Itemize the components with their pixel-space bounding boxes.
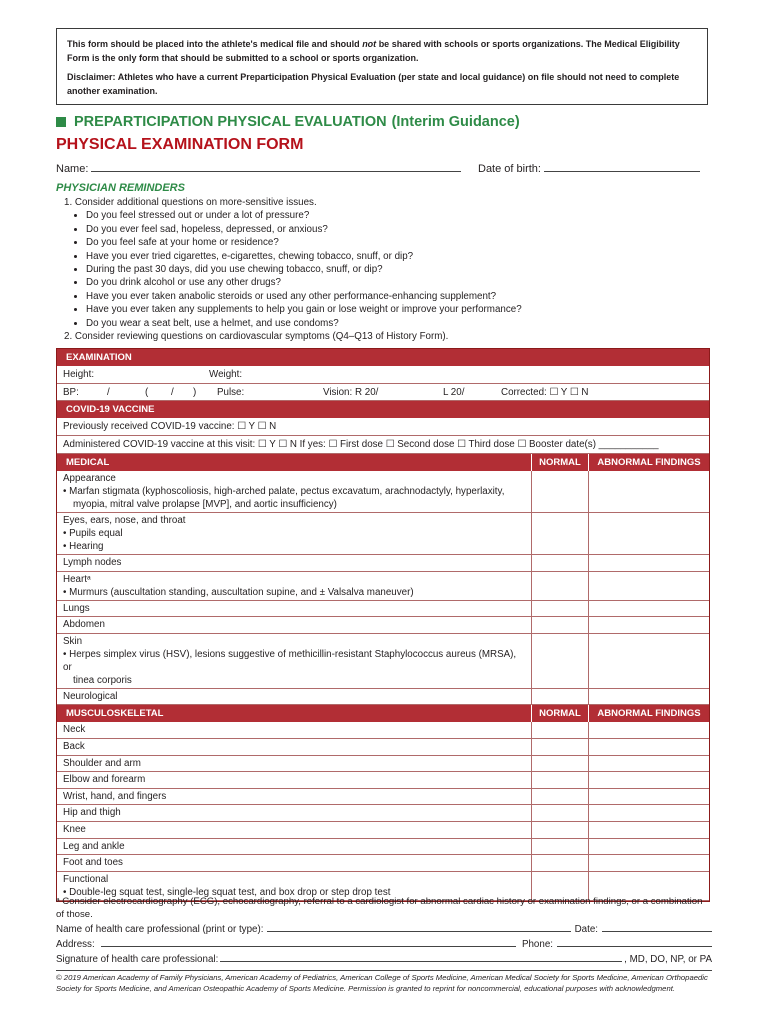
normal-cell[interactable]	[531, 805, 588, 821]
row-title: Functional	[63, 873, 109, 885]
row-label	[57, 689, 531, 705]
corrected-checkboxes[interactable]: Corrected: ☐ Y ☐ N	[501, 387, 589, 398]
dob-group	[478, 163, 700, 175]
form-title: PHYSICAL EXAMINATION FORM	[56, 136, 304, 153]
row-detail: • Murmurs (auscultation standing, auscultation supine, and ± Valsalva maneuver)	[63, 586, 414, 598]
abnormal-findings-cell[interactable]	[588, 839, 709, 855]
reminder-item-1: 1. Consider additional questions on more-sensitive issues.	[64, 197, 317, 208]
height-weight-row[interactable]	[57, 366, 709, 384]
covid-header: COVID-19 VACCINE	[57, 401, 709, 418]
normal-cell[interactable]	[531, 789, 588, 805]
row-detail: tinea corporis	[73, 674, 132, 686]
reminder-bullet: • During the past 30 days, did you use chewing tobacco, snuff, or dip?	[86, 263, 522, 276]
row-title: Neck	[63, 724, 86, 736]
bp-label: BP:	[63, 387, 79, 398]
row-label	[57, 634, 531, 688]
reminder-bullet: • Do you wear a seat belt, use a helmet, and use condoms?	[86, 317, 522, 330]
row-title: Lungs	[63, 602, 90, 614]
reminder-item-2: 2. Consider reviewing questions on cardiovascular symptoms (Q4–Q13 of History Form).	[64, 331, 449, 343]
reminder-bullet: • Do you feel safe at your home or residence?	[86, 236, 522, 249]
notice-box	[56, 28, 708, 105]
musculoskeletal-row	[57, 789, 709, 806]
medical-rows	[57, 471, 709, 705]
medical-row	[57, 634, 709, 689]
height-label: Height:	[63, 369, 95, 380]
vision-left-label: L 20/	[443, 387, 465, 398]
row-title: Wrist, hand, and fingers	[63, 790, 167, 802]
row-title: Lymph nodes	[63, 557, 122, 568]
row-label	[57, 601, 531, 617]
row-label	[57, 513, 531, 554]
musculoskeletal-row	[57, 839, 709, 856]
row-label	[57, 617, 531, 633]
row-title: Eyes, ears, nose, and throat	[63, 515, 186, 526]
abnormal-findings-cell[interactable]	[588, 855, 709, 871]
row-title: Back	[63, 740, 85, 752]
professional-name-field[interactable]	[267, 931, 570, 932]
normal-cell[interactable]	[531, 601, 588, 617]
dob-field[interactable]	[544, 171, 700, 172]
musculoskeletal-row	[57, 822, 709, 839]
reminders-list	[64, 196, 522, 343]
professional-name-row: Name of health care professional (print or type): Date:	[56, 922, 712, 937]
bp-paren-open: (	[145, 387, 149, 398]
normal-cell[interactable]	[531, 722, 588, 738]
normal-cell[interactable]	[531, 634, 588, 688]
abnormal-findings-cell[interactable]	[588, 772, 709, 788]
signature-field[interactable]	[220, 961, 622, 962]
row-title: Skin	[63, 635, 83, 647]
examination-header: EXAMINATION	[57, 349, 709, 366]
vision-right-label: Vision: R 20/	[323, 387, 379, 398]
row-label	[57, 855, 531, 871]
address-row: Address: Phone:	[56, 937, 712, 952]
row-label	[57, 805, 531, 821]
bp-slash-2: /	[171, 387, 174, 398]
notice-disclaimer: Disclaimer: Athletes who have a current Preparticipation Physical Evaluation (per state and local guidance) on file should not need to complete another examination.	[67, 72, 680, 96]
reminders-heading: PHYSICIAN REMINDERS	[56, 182, 185, 194]
row-title: Heartᵃ	[63, 573, 91, 585]
abnormal-findings-cell[interactable]	[588, 572, 709, 600]
bp-paren-close: )	[193, 387, 197, 398]
normal-cell[interactable]	[531, 772, 588, 788]
row-title: Knee	[63, 823, 86, 835]
address-field[interactable]	[101, 946, 516, 947]
abnormal-findings-cell[interactable]	[588, 513, 709, 554]
normal-cell[interactable]	[531, 855, 588, 871]
row-label	[57, 822, 531, 838]
normal-cell[interactable]	[531, 572, 588, 600]
row-detail: myopia, mitral valve prolapse [MVP], and aortic insufficiency)	[73, 499, 337, 510]
normal-cell[interactable]	[531, 555, 588, 571]
musculoskeletal-row	[57, 756, 709, 773]
abnormal-findings-cell[interactable]	[588, 722, 709, 738]
row-title: Abdomen	[63, 619, 105, 631]
row-detail: • Double-leg squat test, single-leg squat test, and box drop or step drop test	[63, 886, 391, 898]
row-label	[57, 756, 531, 772]
medical-row	[57, 689, 709, 706]
footnote: ᵃ Consider electrocardiography (ECG), echocardiography, referral to a cardiologist for abnormal cardiac history or examination findings, or a combination of those.	[56, 896, 703, 920]
row-label	[57, 555, 531, 571]
medical-row	[57, 513, 709, 555]
vitals-row[interactable]	[57, 384, 709, 401]
musculoskeletal-row	[57, 739, 709, 756]
normal-cell[interactable]	[531, 471, 588, 512]
covid-previous-row[interactable]: Previously received COVID-19 vaccine: ☐ Y ☐ N	[57, 418, 709, 436]
row-label	[57, 839, 531, 855]
row-label	[57, 471, 531, 512]
row-title: Leg and ankle	[63, 840, 125, 852]
name-label: Name:	[56, 163, 89, 175]
pulse-label: Pulse:	[217, 387, 245, 398]
reminder-bullet: • Have you ever taken anabolic steroids or used any other performance-enhancing supplement?	[86, 290, 522, 303]
abnormal-findings-cell[interactable]	[588, 634, 709, 688]
row-title: Appearance	[63, 473, 116, 484]
reminder-bullet: • Have you ever taken any supplements to help you gain or lose weight or improve your performance?	[86, 303, 522, 316]
notice-paragraph-1: This form should be placed into the athlete's medical file and should not be shared with schools or sports organizations. The Medical Eligibility Form is the only form that should be submitted to a school or sports organization.	[67, 39, 680, 63]
musculoskeletal-rows	[57, 722, 709, 900]
medical-row	[57, 601, 709, 618]
row-detail: • Marfan stigmata (kyphoscoliosis, high-arched palate, pectus excavatum, arachnodactyly, hyperlaxity,	[63, 486, 505, 497]
medical-header: MEDICAL NORMAL ABNORMAL FINDINGS	[57, 454, 709, 471]
abnormal-findings-cell[interactable]	[588, 689, 709, 705]
row-label	[57, 572, 531, 600]
dob-label: Date of birth:	[478, 163, 541, 175]
square-bullet-icon	[56, 117, 66, 127]
medical-row	[57, 572, 709, 601]
musculoskeletal-row	[57, 855, 709, 872]
row-label	[57, 772, 531, 788]
normal-cell[interactable]	[531, 617, 588, 633]
normal-cell[interactable]	[531, 689, 588, 705]
page-title: PREPARTICIPATION PHYSICAL EVALUATION (Interim Guidance)	[56, 114, 520, 130]
musculoskeletal-row	[57, 805, 709, 822]
row-detail: • Pupils equal	[63, 528, 123, 539]
abnormal-findings-cell[interactable]	[588, 805, 709, 821]
abnormal-findings-cell[interactable]	[588, 555, 709, 571]
normal-cell[interactable]	[531, 839, 588, 855]
bp-slash: /	[107, 387, 110, 398]
signature-block	[56, 922, 712, 967]
notice-emphasis: not	[362, 39, 377, 49]
name-field[interactable]	[91, 171, 461, 172]
reminder-bullet: • Do you feel stressed out or under a lot of pressure?	[86, 209, 522, 222]
abnormal-findings-cell[interactable]	[588, 789, 709, 805]
normal-cell[interactable]	[531, 513, 588, 554]
medical-row	[57, 617, 709, 634]
phone-field[interactable]	[557, 946, 712, 947]
name-dob-row	[56, 163, 708, 175]
reminder-bullet: • Do you ever feel sad, hopeless, depressed, or anxious?	[86, 223, 522, 236]
abnormal-findings-cell[interactable]	[588, 617, 709, 633]
normal-cell[interactable]	[531, 756, 588, 772]
abnormal-findings-cell[interactable]	[588, 601, 709, 617]
row-title: Elbow and forearm	[63, 774, 146, 786]
medical-row	[57, 471, 709, 513]
musculoskeletal-row	[57, 722, 709, 739]
row-label	[57, 722, 531, 738]
weight-label: Weight:	[209, 369, 243, 380]
musculoskeletal-row	[57, 772, 709, 789]
row-detail: • Herpes simplex virus (HSV), lesions suggestive of methicillin-resistant Staphylococcus aureus (MRSA), or	[63, 648, 517, 673]
row-label	[57, 789, 531, 805]
row-title: Neurological	[63, 690, 118, 702]
row-title: Foot and toes	[63, 857, 123, 869]
row-detail: • Hearing	[63, 541, 104, 552]
reminder-bullets	[64, 209, 522, 330]
row-label	[57, 739, 531, 755]
normal-cell[interactable]	[531, 822, 588, 838]
musculoskeletal-header: MUSCULOSKELETAL NORMAL ABNORMAL FINDINGS	[57, 705, 709, 722]
signature-row: Signature of health care professional: , MD, DO, NP, or PA	[56, 954, 712, 965]
medical-row	[57, 555, 709, 572]
abnormal-findings-cell[interactable]	[588, 822, 709, 838]
abnormal-findings-cell[interactable]	[588, 471, 709, 512]
covid-administered-row[interactable]: Administered COVID-19 vaccine at this visit: ☐ Y ☐ N If yes: ☐ First dose ☐ Second dose ☐ Third dose ☐ Booster date(s) ___________	[57, 436, 709, 454]
copyright: © 2019 American Academy of Family Physicians, American Academy of Pediatrics, American College of Sports Medicine, American Medical Society for Sports Medicine, American Orthopaedic Society for Sports Medicine, and American Osteopathic Academy of Sports Medicine. Permission is granted to reprint for noncommercial, educational purposes with acknowledgment.	[56, 970, 712, 994]
abnormal-findings-cell[interactable]	[588, 756, 709, 772]
normal-cell[interactable]	[531, 739, 588, 755]
date-field[interactable]	[602, 931, 712, 932]
row-title: Shoulder and arm	[63, 757, 141, 769]
abnormal-findings-cell[interactable]	[588, 739, 709, 755]
row-title: Hip and thigh	[63, 807, 121, 819]
exam-table	[56, 348, 710, 902]
reminder-bullet: • Do you drink alcohol or use any other drugs?	[86, 276, 522, 289]
reminder-bullet: • Have you ever tried cigarettes, e-cigarettes, chewing tobacco, snuff, or dip?	[86, 250, 522, 263]
